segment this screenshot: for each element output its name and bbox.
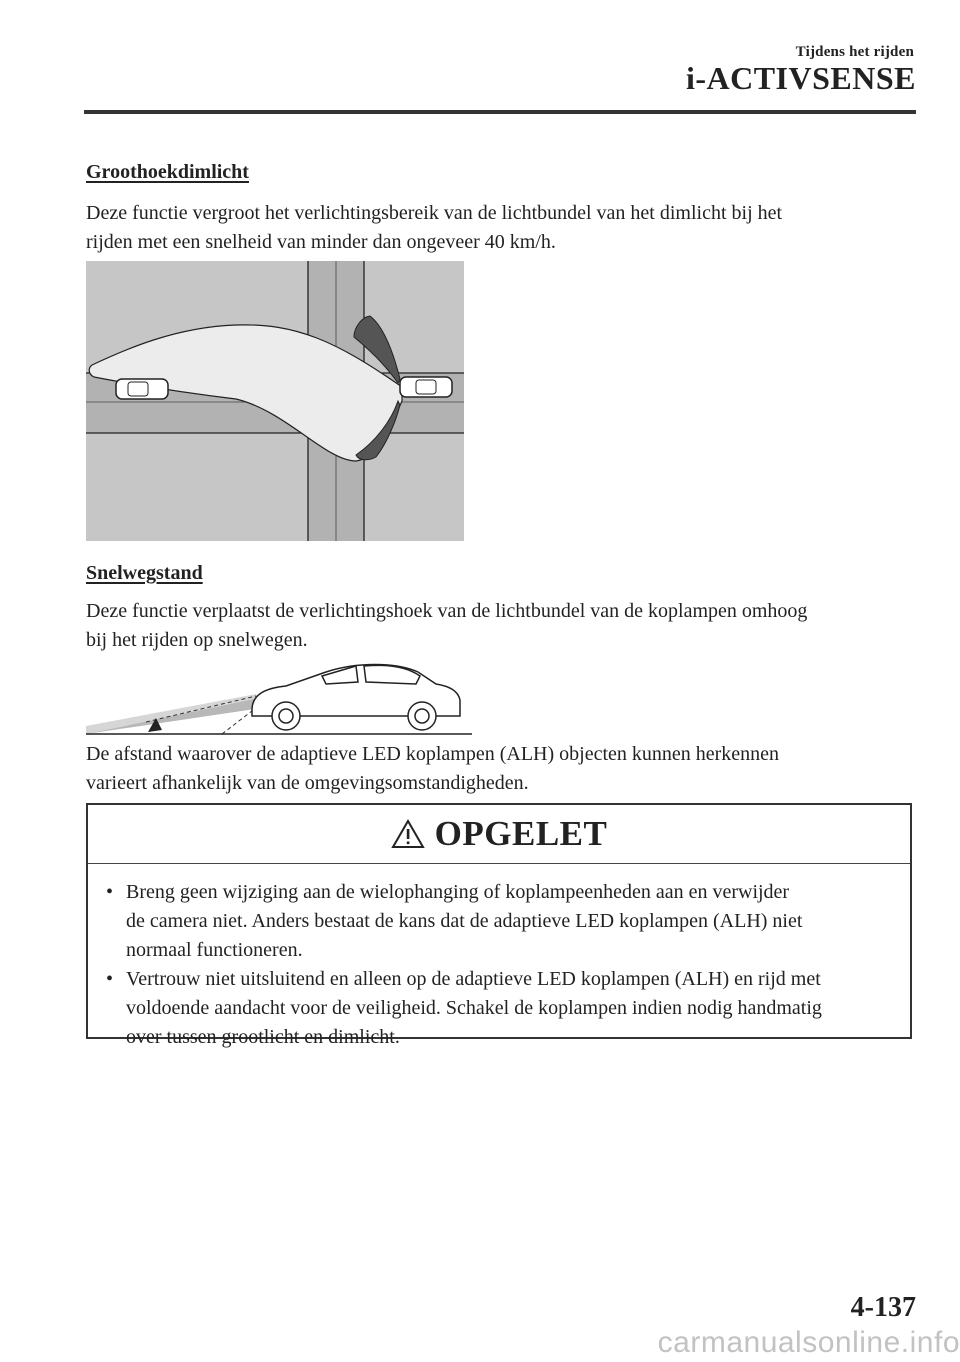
header-section-label: Tijdens het rijden [795,44,914,60]
section-heading-wide-beam: Groothoekdimlicht [86,161,249,183]
caution-list [88,864,910,1052]
bullet: • [106,881,114,903]
caution-header [88,805,910,864]
caution-line: Vertrouw niet uitsluitend en alleen op de adaptieve LED koplampen (ALH) en rijd met [126,968,821,990]
intersection-illustration [86,261,464,541]
beam-raised [86,694,258,734]
oncoming-car-icon [116,379,168,399]
beam-lower [86,698,262,734]
caution-box [86,803,912,1048]
section-paragraph-motorway-mode [86,597,906,655]
caution-line: Breng geen wijziging aan de wielophanging of koplampeenheden aan en verwijder [126,881,790,903]
paragraph-line: Deze functie verplaatst de verlichtingshoek van de lichtbundel van de koplampen omhoog [86,600,808,622]
header-title: i-ACTIVSENSE [685,60,916,96]
alh-distance-paragraph [86,740,906,798]
caution-line: over tussen grootlicht en dimlicht. [126,1026,400,1048]
paragraph-line: Deze functie vergroot het verlichtingsbereik van de lichtbundel van het dimlicht bij het [86,202,783,224]
caution-item [106,965,910,1052]
warning-triangle-icon [391,819,425,849]
caution-item [106,878,910,965]
paragraph-line: De afstand waarover de adaptieve LED koplampen (ALH) objecten kunnen herkennen [86,743,780,765]
paragraph-line: bij het rijden op snelwegen. [86,629,308,651]
caution-line: de camera niet. Anders bestaat de kans dat de adaptieve LED koplampen (ALH) niet [126,910,803,932]
paragraph-line: varieert afhankelijk van de omgevingsomstandigheden. [86,772,529,794]
watermark: carmanualsonline.info [657,1326,960,1359]
bullet: • [106,968,114,990]
caution-line: voldoende aandacht voor de veiligheid. Schakel de koplampen indien nodig handmatig [126,997,822,1019]
section-paragraph-wide-beam [86,199,906,257]
section-heading-motorway-mode: Snelwegstand [86,562,203,584]
caution-line: normaal functioneren. [126,939,303,961]
car-side-illustration [86,654,472,736]
header-rule [84,110,916,114]
caution-title: OPGELET [434,814,608,853]
paragraph-line: rijden met een snelheid van minder dan ongeveer 40 km/h. [86,231,556,253]
sedan-car-icon [252,665,460,731]
own-car-icon [400,377,452,397]
page-number: 4-137 [850,1292,916,1323]
